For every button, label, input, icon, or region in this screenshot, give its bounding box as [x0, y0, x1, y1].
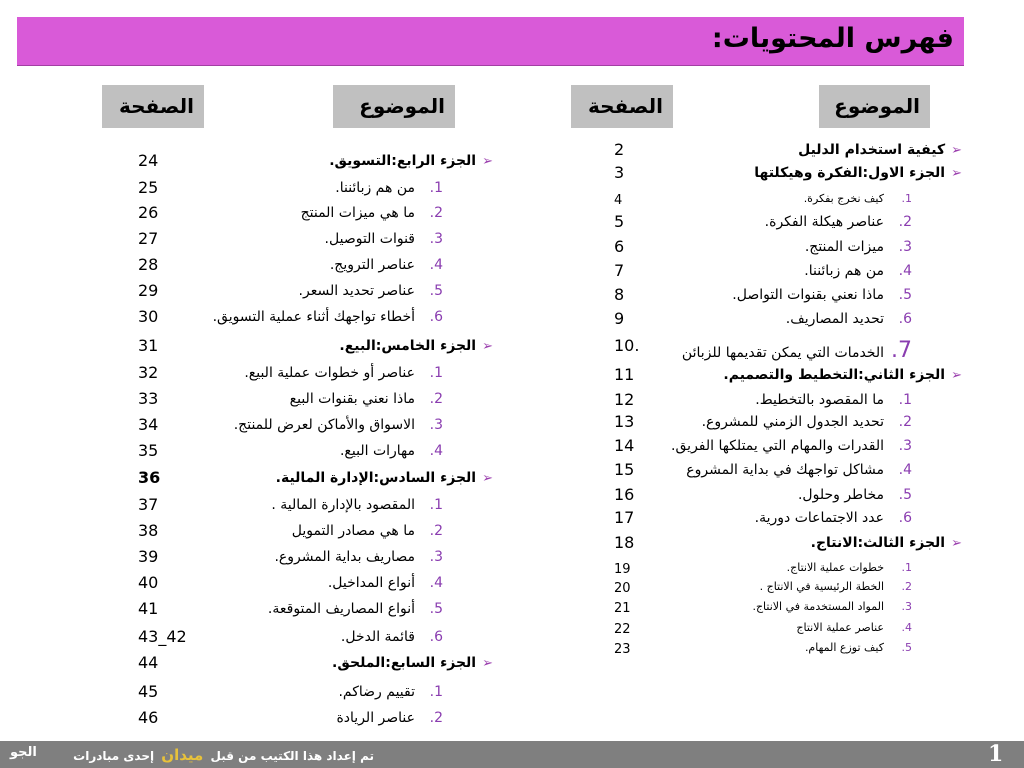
toc-item-number: 1.: [429, 497, 443, 513]
toc-page-number: 24: [138, 151, 159, 170]
toc-page-number: 45: [138, 682, 159, 701]
toc-page-number: 5: [614, 212, 625, 231]
toc-item: [796, 621, 912, 634]
toc-item-number: 3.: [898, 239, 912, 255]
arrow-bullet-icon: ➢: [951, 368, 962, 383]
toc-page-number: 18: [614, 533, 635, 552]
toc-item: [804, 192, 912, 205]
toc-item: [804, 263, 912, 279]
toc-item-number: 3.: [898, 438, 912, 454]
toc-entry-text: ميزات المنتج.: [804, 239, 884, 255]
toc-page-number: 37: [138, 495, 159, 514]
toc-item: [786, 311, 912, 327]
toc-entry-text: تحديد المصاريف.: [785, 311, 884, 327]
toc-entry-text: مهارات البيع.: [339, 443, 415, 459]
toc-entry-text: كيفية استخدام الدليل: [798, 142, 946, 158]
toc-page-number: 2: [614, 140, 625, 159]
toc-page-number: 10.: [614, 336, 640, 355]
toc-page-number: 38: [138, 521, 159, 540]
toc-entry-text: من هم زبائننا.: [335, 180, 415, 196]
toc-item-number: 4.: [898, 263, 912, 279]
toc-item-number: 2.: [429, 391, 443, 407]
toc-page-number: 36: [138, 468, 161, 487]
toc-item-number: 1.: [901, 561, 912, 574]
toc-entry-text: مصاريف بداية المشروع.: [274, 549, 415, 565]
toc-item-number: 2.: [429, 710, 443, 726]
toc-item-number: 4.: [429, 575, 443, 591]
toc-item-number: 2.: [901, 580, 912, 593]
toc-entry-text: الجزء الاول:الفكرة وهيكلتها: [754, 165, 946, 181]
toc-item: [330, 257, 443, 273]
toc-page-number: 31: [138, 336, 159, 355]
toc-entry-text: المواد المستخدمة في الانتاج.: [752, 600, 884, 613]
toc-item: [686, 462, 912, 478]
toc-item: [299, 283, 443, 299]
toc-page-number: 43_42: [138, 627, 187, 646]
toc-item-number: 2.: [429, 523, 443, 539]
toc-page-number: 22: [614, 622, 631, 637]
header-page-right: الصفحة: [571, 85, 673, 128]
toc-item: [336, 710, 443, 726]
footer-brand: ميدان: [161, 746, 204, 764]
toc-item-number: 4.: [898, 462, 912, 478]
toc-item: [301, 205, 443, 221]
toc-item-number: 1.: [429, 365, 443, 381]
toc-entry-text: القدرات والمهام التي يمتلكها الفريق.: [671, 438, 884, 454]
toc-item: [732, 287, 912, 303]
toc-item-number: 3.: [429, 549, 443, 565]
toc-entry-text: عناصر الترويج.: [329, 257, 415, 273]
toc-item-number: 6.: [898, 510, 912, 526]
toc-entry-text: أخطاء تواجهك أثناء عملية التسويق.: [212, 309, 415, 325]
toc-page-number: 32: [138, 363, 159, 382]
slide-number: 1: [988, 741, 1004, 767]
toc-item: [765, 214, 912, 230]
toc-section-title: [339, 338, 493, 354]
toc-page-number: 8: [614, 285, 625, 304]
toc-item-number: 2.: [429, 205, 443, 221]
toc-entry-text: قائمة الدخل.: [340, 629, 415, 645]
toc-page-number: 27: [138, 229, 159, 248]
toc-section-title: [332, 655, 493, 671]
toc-entry-text: تحديد الجدول الزمني للمشروع.: [701, 414, 884, 430]
toc-page-number: 13: [614, 412, 635, 431]
toc-entry-text: ماذا نعني بقنوات التواصل.: [732, 287, 884, 303]
toc-item: [244, 365, 443, 381]
header-topic-left: الموضوع: [333, 85, 455, 128]
arrow-bullet-icon: ➢: [482, 339, 493, 354]
arrow-bullet-icon: ➢: [951, 143, 962, 158]
toc-item: [268, 601, 443, 617]
toc-item: [805, 239, 912, 255]
toc-page-number: 40: [138, 573, 159, 592]
toc-page-number: 7: [614, 261, 625, 280]
toc-page-number: 23: [614, 642, 631, 657]
toc-page-number: 20: [614, 581, 631, 596]
toc-page-number: 28: [138, 255, 159, 274]
toc-entry-text: كيف نخرج بفكرة.: [803, 192, 884, 205]
toc-entry-text: الجزء الثاني:التخطيط والتصميم.: [723, 367, 946, 383]
toc-page-number: 29: [138, 281, 159, 300]
toc-entry-text: الجزء الخامس:البيع.: [339, 338, 477, 354]
toc-entry-text: مخاطر وحلول.: [797, 487, 884, 503]
toc-item: [340, 443, 443, 459]
arrow-bullet-icon: ➢: [482, 656, 493, 671]
toc-page-number: 3: [614, 163, 625, 182]
toc-entry-text: الجزء الثالث:الانتاج.: [810, 535, 946, 551]
toc-page-number: 35: [138, 441, 159, 460]
header-page-left: الصفحة: [102, 85, 204, 128]
toc-page-number: 9: [614, 309, 625, 328]
toc-item: [341, 629, 443, 645]
toc-item-number: 1.: [898, 392, 912, 408]
toc-item: [292, 523, 443, 539]
toc-entry-text: الجزء السابع:الملحق.: [332, 655, 477, 671]
toc-entry-text: مشاكل تواجهك في بداية المشروع: [686, 462, 884, 478]
toc-item-number: 2.: [898, 414, 912, 430]
toc-entry-text: خطوات عملية الانتاج.: [786, 561, 884, 574]
toc-item-number: 4.: [429, 257, 443, 273]
toc-item: [752, 600, 912, 613]
toc-item: [290, 391, 443, 407]
toc-entry-text: عناصر أو خطوات عملية البيع.: [244, 365, 415, 381]
toc-entry-text: الجزء السادس:الإدارة المالية.: [275, 470, 477, 486]
toc-entry-text: كيف توزع المهام.: [804, 641, 884, 654]
toc-item-number: 6.: [429, 629, 443, 645]
toc-entry-text: عناصر عملية الانتاج: [796, 621, 884, 634]
toc-item: [325, 231, 443, 247]
toc-item-number: 5.: [429, 601, 443, 617]
toc-page-number: 19: [614, 562, 631, 577]
toc-page-number: 14: [614, 436, 635, 455]
toc-page-number: 33: [138, 389, 159, 408]
footer-text-after: إحدى مبادرات: [73, 749, 155, 763]
toc-section-title: [798, 142, 962, 158]
toc-item-number: 3.: [429, 417, 443, 433]
toc-entry-text: ما المقصود بالتخطيط.: [755, 392, 884, 408]
toc-item: [760, 580, 912, 593]
toc-entry-text: تقييم رضاكم.: [338, 684, 415, 700]
toc-section-title: [329, 153, 493, 169]
toc-item: [328, 575, 443, 591]
toc-item: [274, 549, 443, 565]
toc-page-number: 39: [138, 547, 159, 566]
toc-item-number: 1.: [901, 192, 912, 205]
toc-item-number: 5.: [429, 283, 443, 299]
toc-item: [671, 438, 912, 454]
toc-section-title: [811, 535, 962, 551]
toc-entry-text: ما هي مصادر التمويل: [291, 523, 415, 539]
toc-item-number: 6.: [898, 311, 912, 327]
toc-page-number: 41: [138, 599, 159, 618]
toc-entry-text: عناصر تحديد السعر.: [298, 283, 415, 299]
toc-section-title: [723, 367, 962, 383]
footer-credit: [73, 746, 374, 764]
toc-page-number: 46: [138, 708, 159, 727]
arrow-bullet-icon: ➢: [951, 536, 962, 551]
footer-bar: [0, 741, 1024, 768]
toc-entry-text: ما هي ميزات المنتج: [300, 205, 415, 221]
title-bar: [17, 17, 964, 66]
toc-entry-text: الخطة الرئيسية في الانتاج .: [759, 580, 884, 593]
toc-page-number: 30: [138, 307, 159, 326]
arrow-bullet-icon: ➢: [482, 154, 493, 169]
toc-entry-text: من هم زبائننا.: [804, 263, 884, 279]
toc-item-number: 3.: [429, 231, 443, 247]
toc-entry-text: عناصر هيكلة الفكرة.: [764, 214, 884, 230]
toc-entry-text: قنوات التوصيل.: [324, 231, 415, 247]
toc-entry-text: الجزء الرابع:التسويق.: [329, 153, 477, 169]
toc-item-number: 5.: [898, 487, 912, 503]
toc-item: [234, 417, 443, 433]
toc-item: [702, 414, 912, 430]
toc-item-number: 4.: [429, 443, 443, 459]
toc-item: [682, 338, 912, 363]
toc-page-number: 21: [614, 601, 631, 616]
toc-item: [213, 309, 443, 325]
toc-entry-text: أنواع المداخيل.: [327, 575, 415, 591]
header-topic-right: الموضوع: [819, 85, 930, 128]
toc-page-number: 26: [138, 203, 159, 222]
toc-item-number: 3.: [901, 600, 912, 613]
toc-page-number: 11: [614, 365, 635, 384]
toc-entry-text: أنواع المصاريف المتوقعة.: [267, 601, 415, 617]
toc-item-number: 5.: [898, 287, 912, 303]
toc-item-number: 7.: [891, 338, 912, 363]
page-title: فهرس المحتويات:: [711, 23, 954, 54]
footer-text-before: تم إعداد هذا الكتيب من قبل: [210, 749, 374, 763]
toc-entry-text: عدد الاجتماعات دورية.: [754, 510, 884, 526]
arrow-bullet-icon: ➢: [482, 471, 493, 486]
toc-item: [805, 641, 912, 654]
toc-page-number: 17: [614, 508, 635, 527]
toc-item-number: 4.: [901, 621, 912, 634]
toc-page-number: 34: [138, 415, 159, 434]
toc-item-number: 5.: [901, 641, 912, 654]
toc-entry-text: ماذا نعني بقنوات البيع: [289, 391, 415, 407]
arrow-bullet-icon: ➢: [951, 166, 962, 181]
toc-section-title: [754, 165, 962, 181]
toc-item-number: 2.: [898, 214, 912, 230]
toc-entry-text: المقصود بالإدارة المالية .: [271, 497, 415, 513]
toc-item: [755, 392, 912, 408]
toc-entry-text: الخدمات التي يمكن تقديمها للزبائن: [681, 345, 884, 361]
footer-logo: الجو: [10, 745, 37, 760]
toc-section-title: [276, 470, 493, 486]
toc-page-number: 6: [614, 237, 625, 256]
toc-page-number: 16: [614, 485, 635, 504]
toc-page-number: 4: [614, 193, 623, 208]
toc-item: [338, 684, 443, 700]
toc-item: [271, 497, 443, 513]
toc-item-number: 6.: [429, 309, 443, 325]
toc-page-number: 15: [614, 460, 635, 479]
toc-page-number: 44: [138, 653, 159, 672]
toc-item: [755, 510, 912, 526]
toc-item-number: 1.: [429, 684, 443, 700]
toc-item-number: 1.: [429, 180, 443, 196]
toc-item: [798, 487, 912, 503]
toc-entry-text: عناصر الريادة: [336, 710, 415, 726]
toc-page-number: 12: [614, 390, 635, 409]
toc-item: [335, 180, 443, 196]
toc-item: [787, 561, 912, 574]
toc-entry-text: الاسواق والأماكن لعرض للمنتج.: [233, 417, 415, 433]
toc-page-number: 25: [138, 178, 159, 197]
